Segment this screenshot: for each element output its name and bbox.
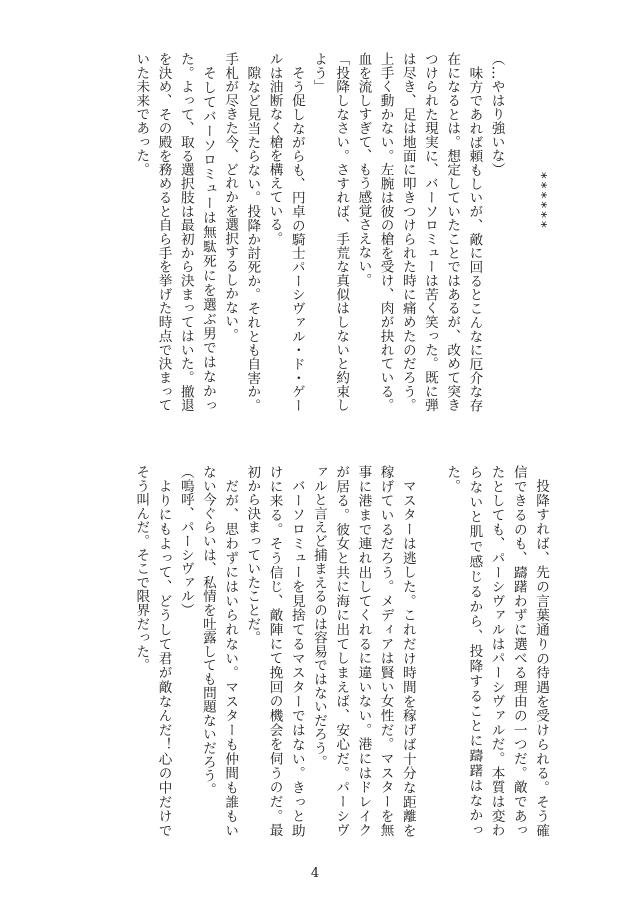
- dialogue-line: （嗚呼、パーシヴァル）: [177, 465, 194, 617]
- paragraph: 味方であれば頼もしいが、敵に回るとこんなに厄介な存在になるとは。想定していたことではあるが、改めて突きつけられた現実に、バーソロミューは苦く笑った。既に弾は尽き、足は地面に叩きつけられた時に痛めたのだろう。上手く動かない。左腕は彼の槍を受け、肉が抉れている。血を流しすぎて、もう感覚さえない。: [355, 52, 483, 412]
- page-number: 4: [310, 866, 320, 881]
- scene-break-asterisks: ******: [533, 172, 549, 231]
- dialogue-line: 「投降しなさい。さすれば、手荒な真似はしないと約束しよう」: [310, 52, 350, 412]
- paragraph: そしてバーソロミューは無駄死にを選ぶ男ではなかった。よって、取る選択肢は最初から決まってはいた。撤退を決め、その殿を務めると自ら手を挙げた時点で決まっていた未来であった。: [133, 52, 216, 412]
- paragraph: よりにもよって、どうして君が敵なんだ！心の中だけでそう叫んだ。そこで限界だった。: [133, 465, 172, 837]
- top-text-tier: [80, 52, 552, 412]
- paragraph: そう促しながらも、円卓の騎士パーシヴァル・ド・ゲールは油断なく槍を構えている。: [266, 52, 305, 412]
- paragraph: 隙など見当たらない。投降か討死か。それとも自害か。手札が尽きた今、どれかを選択するしかない。: [222, 52, 261, 412]
- paragraph: 投降すれば、先の言葉通りの待遇を受けられる。そう確信できるのも、躊躇わずに選べる理由の一つだ。敵であったとしても、パーシヴァルはパーシヴァルだ。本質は変わらないと肌で感じるから、投降することに躊躇はなかった。: [444, 465, 549, 837]
- paragraph: バーソロミューを見捨てるマスターではない。きっと助けに来る。そう信じ、敵陣にて挽回の機会を伺うのだ。最初から決まっていたことだ。: [244, 465, 305, 837]
- blank-line: [508, 52, 530, 412]
- bottom-text-tier: [80, 465, 552, 837]
- paragraph: マスターは逃した。これだけ時間を稼げば十分な距離を稼げているだろう。メディアは賢い女性だ。マスターを無事に港まで連れ出してくれるに違いない。港にはドレイクが居る。彼女と共に海に出てしまえば、安心だ。パーシヴァルと言えど捕まえるのは容易ではないだろう。: [310, 465, 416, 837]
- dialogue-line: （…やはり強いな）: [488, 52, 505, 177]
- blank-line: [419, 465, 441, 837]
- paragraph: だが、思わずにはいられない。マスターも仲間も誰もいない今ぐらいは、私情を吐露しても問題ないだろう。: [199, 465, 239, 837]
